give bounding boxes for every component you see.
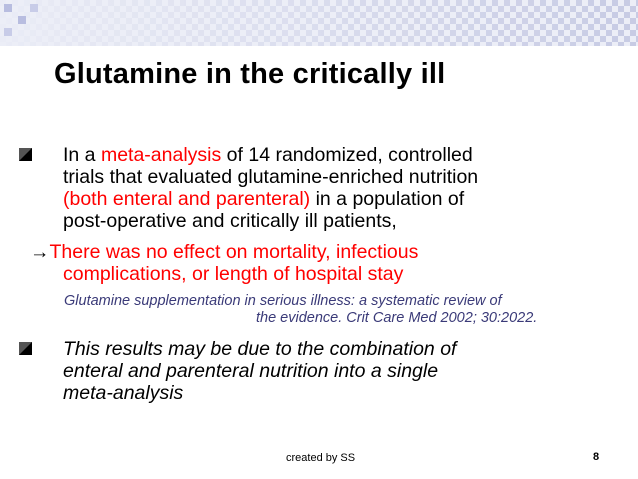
- bullet-1: [63, 144, 623, 232]
- bullet-2-line-2: enteral and parenteral nutrition into a single: [63, 360, 439, 382]
- reference-line-1: Glutamine supplementation in serious illness: a systematic review of: [64, 293, 502, 309]
- conclusion-line-2: complications, or length of hospital stay: [63, 263, 404, 285]
- bullet-1-line-2: trials that evaluated glutamine-enriched nutrition: [63, 166, 479, 188]
- conclusion-text: There was no effect on mortality, infectious: [49, 241, 419, 263]
- bullet-1-line-4: post-operative and critically ill patients,: [63, 210, 397, 232]
- bullet-1-text: in a population of: [310, 188, 465, 210]
- bullet-2-line-3: meta-analysis: [63, 382, 184, 404]
- enteral-parenteral-highlight: (both enteral and parenteral): [63, 188, 311, 210]
- arrow-icon: →: [30, 241, 50, 263]
- bullet-1-line-1: [63, 144, 623, 166]
- reference: [64, 293, 604, 327]
- bullet-1-text: of 14 randomized, controlled: [221, 144, 473, 166]
- bullet-1-line-3: [63, 188, 623, 210]
- decorative-header-pattern: [0, 0, 638, 48]
- conclusion-line-1: [30, 241, 620, 263]
- reference-line-2: the evidence. Crit Care Med 2002; 30:2022.: [256, 310, 538, 326]
- bullet-2: [63, 338, 623, 404]
- conclusion: [30, 241, 620, 285]
- square-bullet-icon: [19, 342, 32, 355]
- bullet-2-line-1: This results may be due to the combination of: [63, 338, 457, 360]
- footer-created-by: created by SS: [286, 452, 356, 464]
- page-number: 8: [593, 451, 600, 463]
- bullet-1-text: In a: [63, 144, 101, 166]
- slide-title: Glutamine in the critically ill: [54, 58, 446, 90]
- meta-analysis-highlight: meta-analysis: [100, 144, 222, 166]
- square-bullet-icon: [19, 148, 32, 161]
